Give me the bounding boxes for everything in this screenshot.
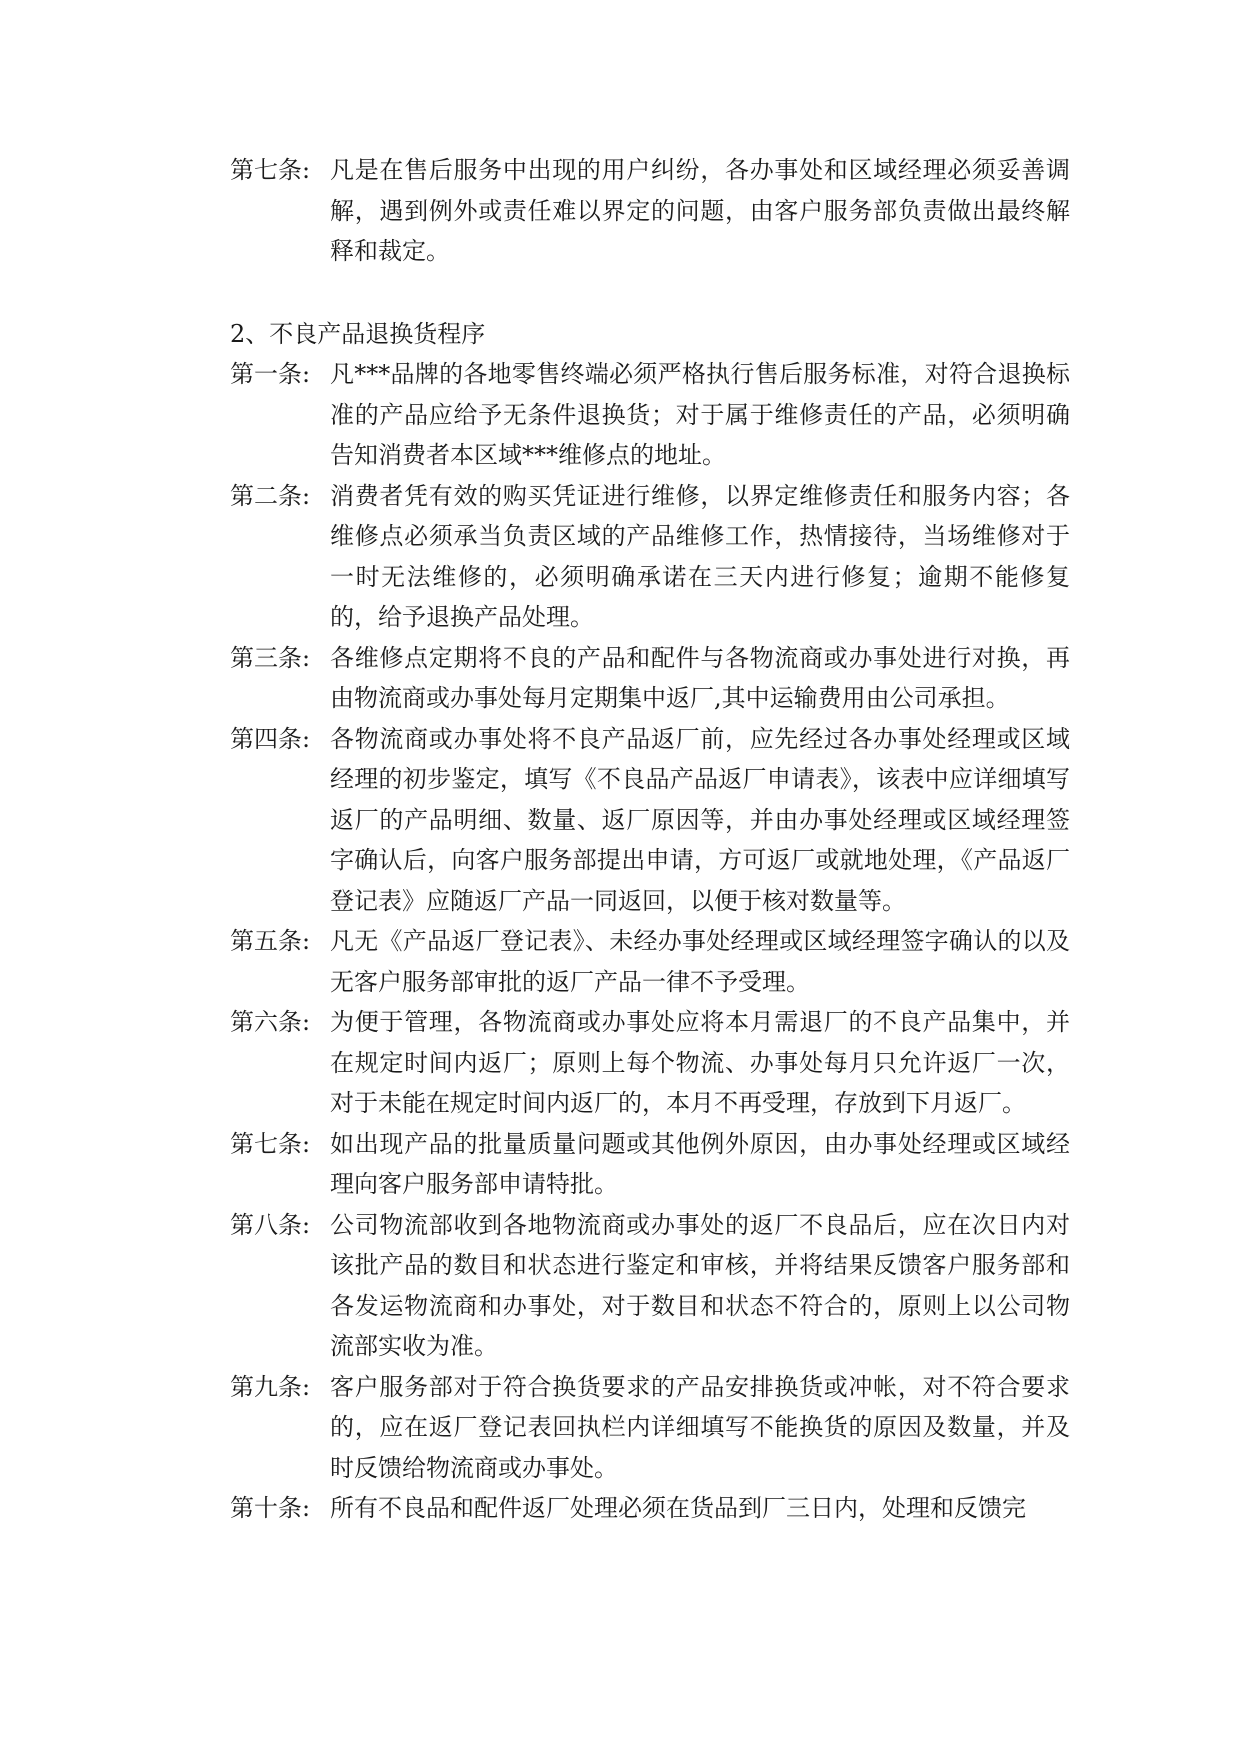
article-text: 各维修点定期将不良的产品和配件与各物流商或办事处进行对换，再由物流商或办事处每月定期集中返厂,其中运输费用由公司承担。 bbox=[330, 643, 1070, 712]
article-text: 如出现产品的批量质量问题或其他例外原因，由办事处经理或区域经理向客户服务部申请特批。 bbox=[330, 1129, 1070, 1198]
article-text: 为便于管理，各物流商或办事处应将本月需退厂的不良产品集中，并在规定时间内返厂；原则上每个物流、办事处每月只允许返厂一次，对于未能在规定时间内返厂的，本月不再受理，存放到下月返厂。 bbox=[330, 1008, 1070, 1117]
section-heading: 2、不良产品退换货程序 bbox=[230, 319, 486, 348]
article-label: 第六条: bbox=[230, 1008, 311, 1036]
article-label: 第九条: bbox=[230, 1372, 311, 1401]
article-label: 第十条: bbox=[230, 1494, 311, 1522]
article-label: 第八条: bbox=[230, 1210, 311, 1239]
article-8 bbox=[230, 1205, 1070, 1367]
article-text: 各物流商或办事处将不良产品返厂前，应先经过各办事处经理或区域经理的初步鉴定，填写《不良品产品返厂申请表》，该表中应详细填写返厂的产品明细、数量、返厂原因等，并由办事处经理或区域经理签字确认后，向客户服务部提出申请，方可返厂或就地处理，《产品返厂登记表》应随返厂产品一同返回，以便于核对数量等。 bbox=[330, 724, 1070, 915]
article-label: 第二条: bbox=[230, 481, 311, 510]
article-9 bbox=[230, 1367, 1070, 1489]
article-text: 公司物流部收到各地物流商或办事处的返厂不良品后，应在次日内对该批产品的数目和状态进行鉴定和审核，并将结果反馈客户服务部和各发运物流商和办事处，对于数目和状态不符合的，原则上以公司物流部实收为准。 bbox=[330, 1210, 1070, 1360]
article-intro-7 bbox=[230, 150, 1070, 272]
article-text: 凡***品牌的各地零售终端必须严格执行售后服务标准，对符合退换标准的产品应给予无条件退换货；对于属于维修责任的产品，必须明确告知消费者本区域***维修点的地址。 bbox=[330, 360, 1070, 469]
section-spacer bbox=[230, 272, 1070, 314]
article-4 bbox=[230, 719, 1070, 922]
article-7 bbox=[230, 1124, 1070, 1205]
article-label: 第七条: bbox=[230, 1129, 311, 1158]
article-text: 凡是在售后服务中出现的用户纠纷，各办事处和区域经理必须妥善调解，遇到例外或责任难以界定的问题，由客户服务部负责做出最终解释和裁定。 bbox=[330, 156, 1070, 265]
article-6 bbox=[230, 1002, 1070, 1124]
article-label: 第三条: bbox=[230, 643, 311, 672]
article-text: 所有不良品和配件返厂处理必须在货品到厂三日内，处理和反馈完 bbox=[330, 1494, 1026, 1522]
article-text: 客户服务部对于符合换货要求的产品安排换货或冲帐，对不符合要求的，应在返厂登记表回执栏内详细填写不能换货的原因及数量，并及时反馈给物流商或办事处。 bbox=[330, 1372, 1070, 1482]
article-text: 凡无《产品返厂登记表》、未经办事处经理或区域经理签字确认的以及无客户服务部审批的返厂产品一律不予受理。 bbox=[330, 927, 1070, 996]
article-1 bbox=[230, 354, 1070, 476]
document-page bbox=[230, 150, 1070, 1529]
article-text: 消费者凭有效的购买凭证进行维修，以界定维修责任和服务内容；各维修点必须承当负责区域的产品维修工作，热情接待，当场维修对于一时无法维修的，必须明确承诺在三天内进行修复；逾期不能修复的，给予退换产品处理。 bbox=[330, 481, 1070, 631]
article-5 bbox=[230, 921, 1070, 1002]
article-3 bbox=[230, 638, 1070, 719]
article-label: 第一条: bbox=[230, 360, 311, 388]
article-2 bbox=[230, 476, 1070, 638]
article-label: 第七条: bbox=[230, 156, 311, 184]
article-label: 第五条: bbox=[230, 927, 311, 955]
article-10 bbox=[230, 1488, 1070, 1529]
article-label: 第四条: bbox=[230, 724, 311, 753]
